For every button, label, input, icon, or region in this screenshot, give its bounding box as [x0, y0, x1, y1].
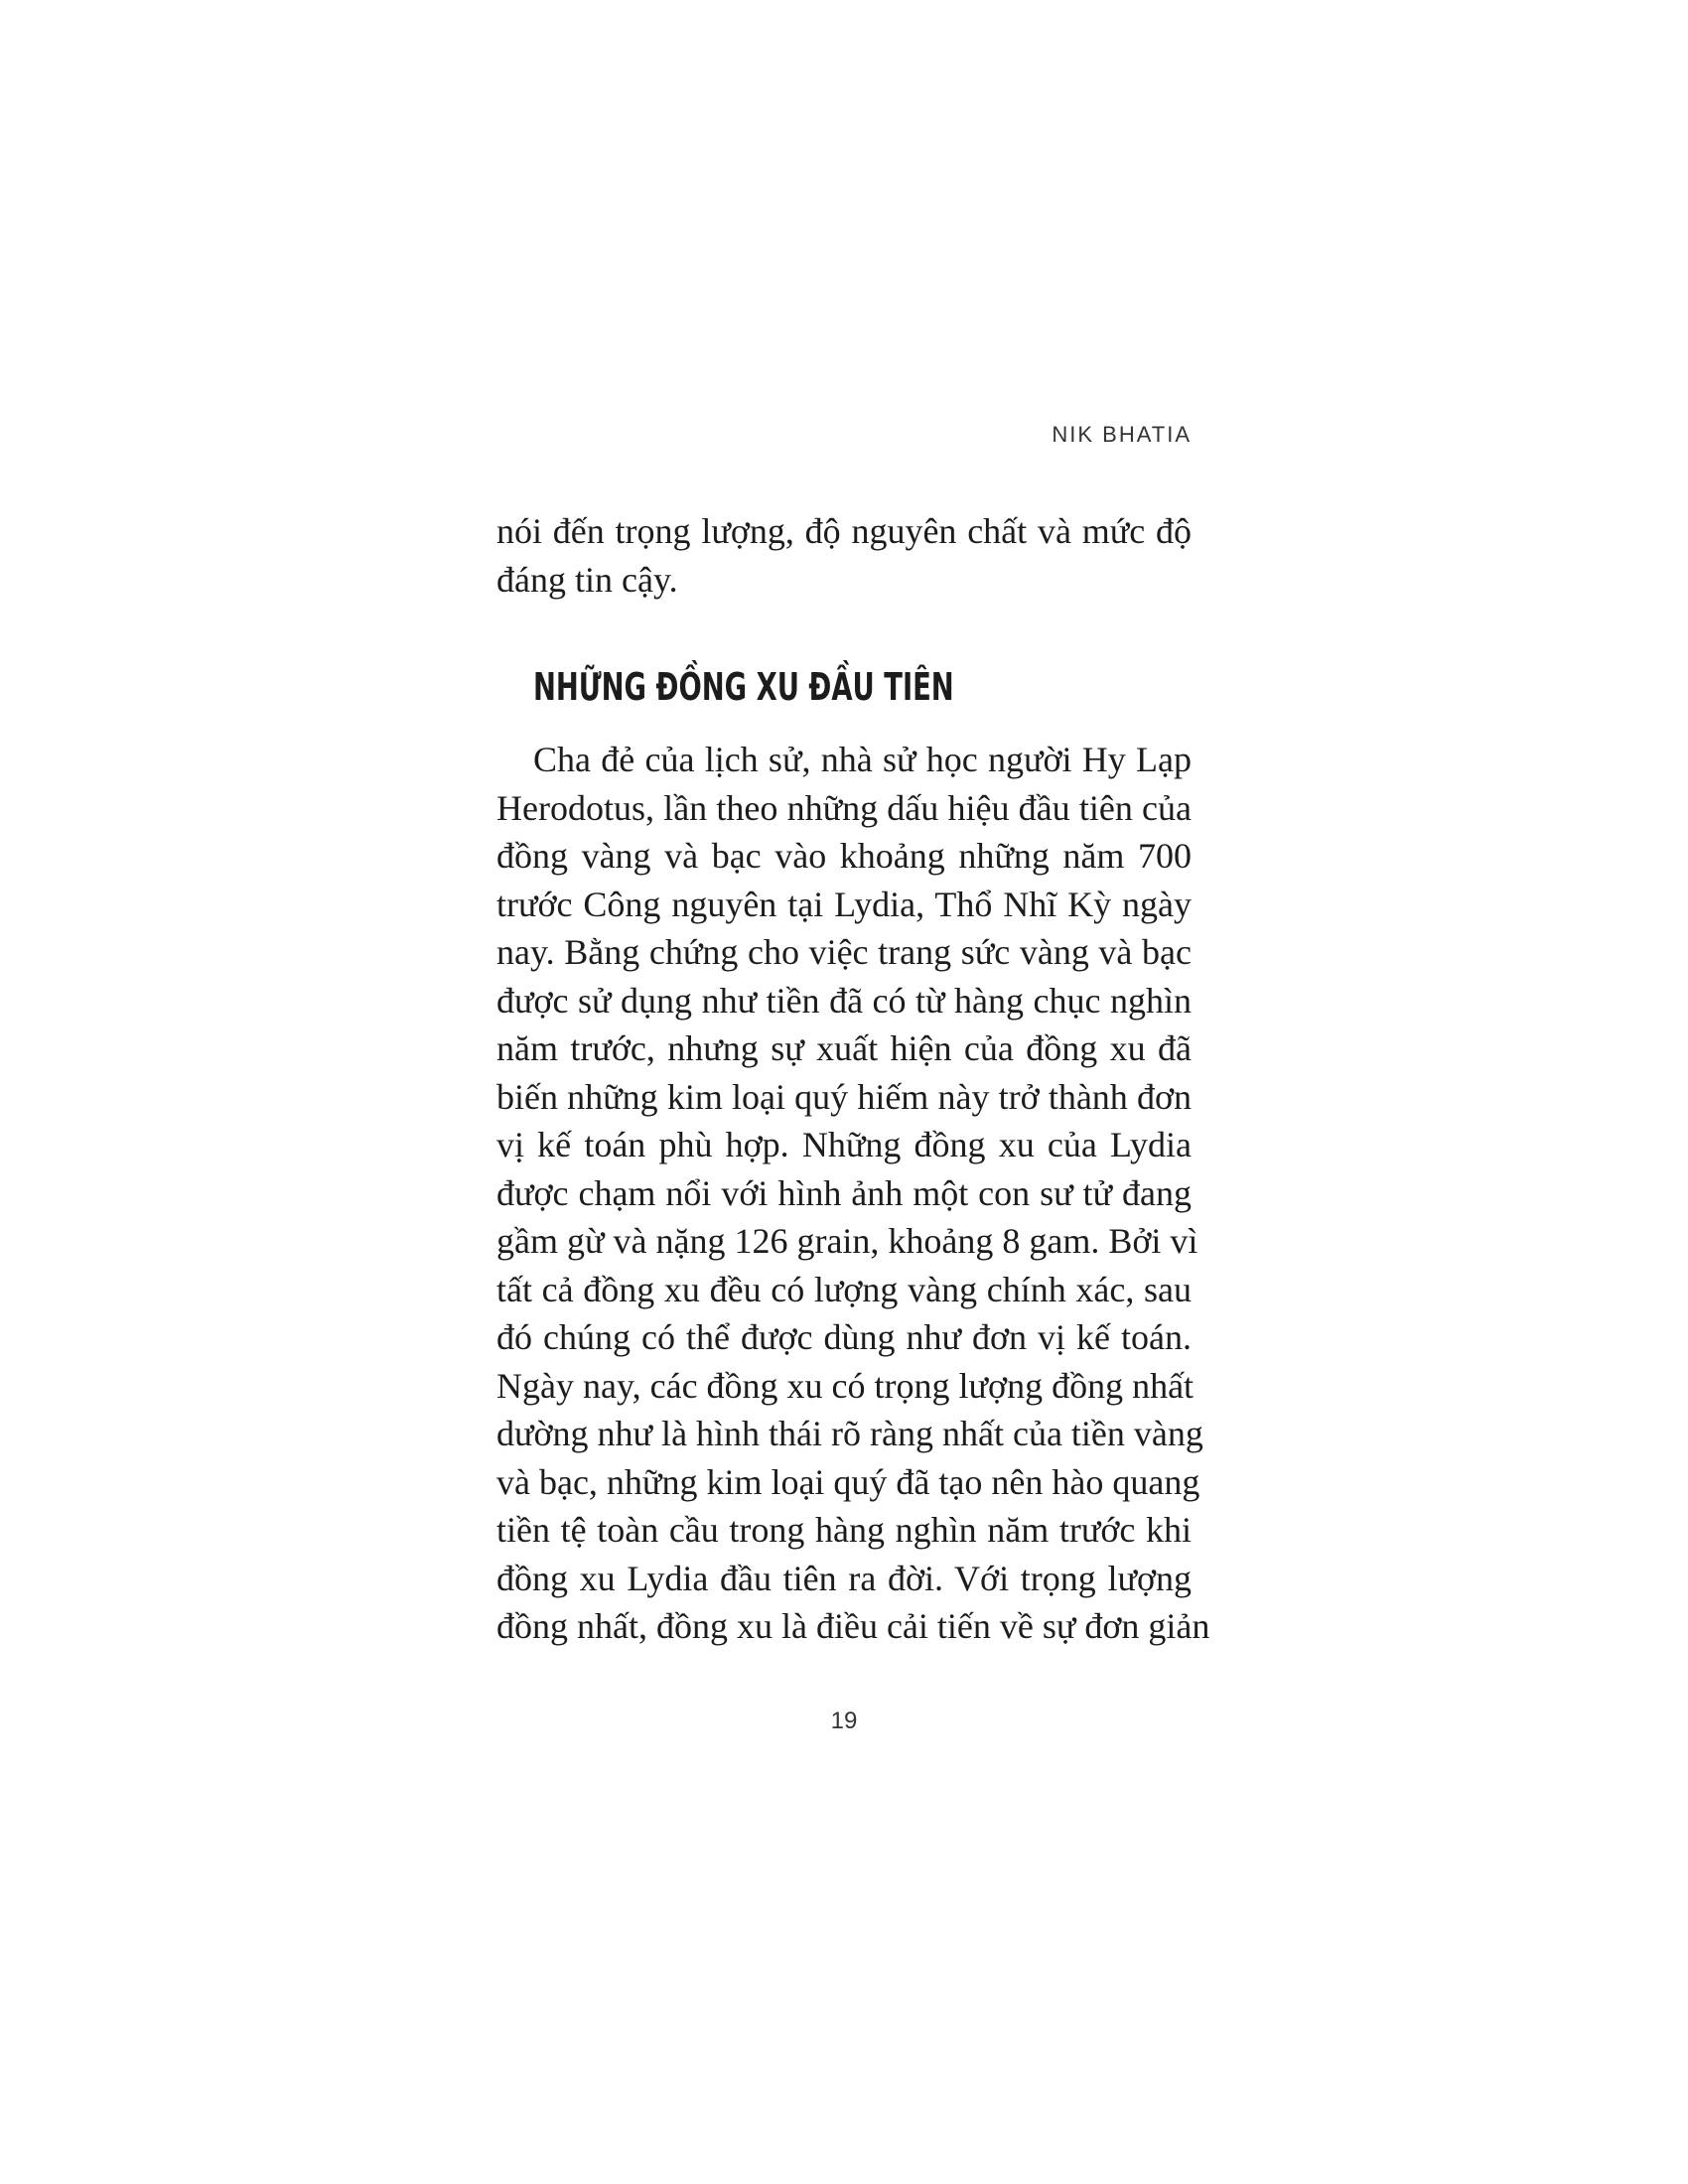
text-line: biến những kim loại quý hiếm này trở thành đơn: [496, 1076, 1192, 1117]
text-line: Ngày nay, các đồng xu có trọng lượng đồng nhất: [496, 1365, 1195, 1406]
text-line: năm trước, nhưng sự xuất hiện của đồng xu đã: [496, 1028, 1192, 1068]
text-line: đồng nhất, đồng xu là điều cải tiến về sự đơn giản: [496, 1606, 1210, 1646]
text-line: nói đến trọng lượng, độ nguyên chất và mức độ: [496, 511, 1192, 551]
running-head: NIK BHATIA: [1052, 422, 1192, 447]
text-line: tiền tệ toàn cầu trong hàng nghìn năm trước khi: [496, 1510, 1192, 1550]
text-line: được chạm nổi với hình ảnh một con sư tử đang: [496, 1172, 1192, 1213]
text-line: đáng tin cậy.: [496, 559, 678, 600]
text-line: vị kế toán phù hợp. Những đồng xu của Lydia: [496, 1125, 1192, 1164]
text-line: và bạc, những kim loại quý đã tạo nên hào quang: [496, 1461, 1200, 1502]
section-heading: NHỮNG ĐỒNG XU ĐẦU TIÊN: [533, 665, 954, 709]
text-line: đó chúng có thể được dùng như đơn vị kế toán.: [496, 1317, 1192, 1357]
text-line: dường như là hình thái rõ ràng nhất của tiền vàng: [496, 1414, 1203, 1453]
text-line: gầm gừ và nặng 126 grain, khoảng 8 gam. Bởi vì: [496, 1221, 1198, 1261]
opening-paragraph: [496, 507, 1192, 604]
text-line: được sử dụng như tiền đã có từ hàng chục nghìn: [496, 980, 1192, 1021]
text-line: trước Công nguyên tại Lydia, Thổ Nhĩ Kỳ ngày: [496, 884, 1192, 924]
text-line: đồng vàng và bạc vào khoảng những năm 700: [496, 836, 1192, 876]
text-line: nay. Bằng chứng cho việc trang sức vàng và bạc: [496, 932, 1192, 972]
text-line: Cha đẻ của lịch sử, nhà sử học người Hy Lạp: [533, 740, 1192, 779]
text-line: Herodotus, lần theo những dấu hiệu đầu tiên của: [496, 787, 1192, 828]
body-paragraph: [496, 736, 1210, 1651]
text-line: tất cả đồng xu đều có lượng vàng chính xác, sau: [496, 1269, 1192, 1309]
page-number: 19: [830, 1707, 858, 1734]
text-line: đồng xu Lydia đầu tiên ra đời. Với trọng lượng: [496, 1558, 1192, 1598]
